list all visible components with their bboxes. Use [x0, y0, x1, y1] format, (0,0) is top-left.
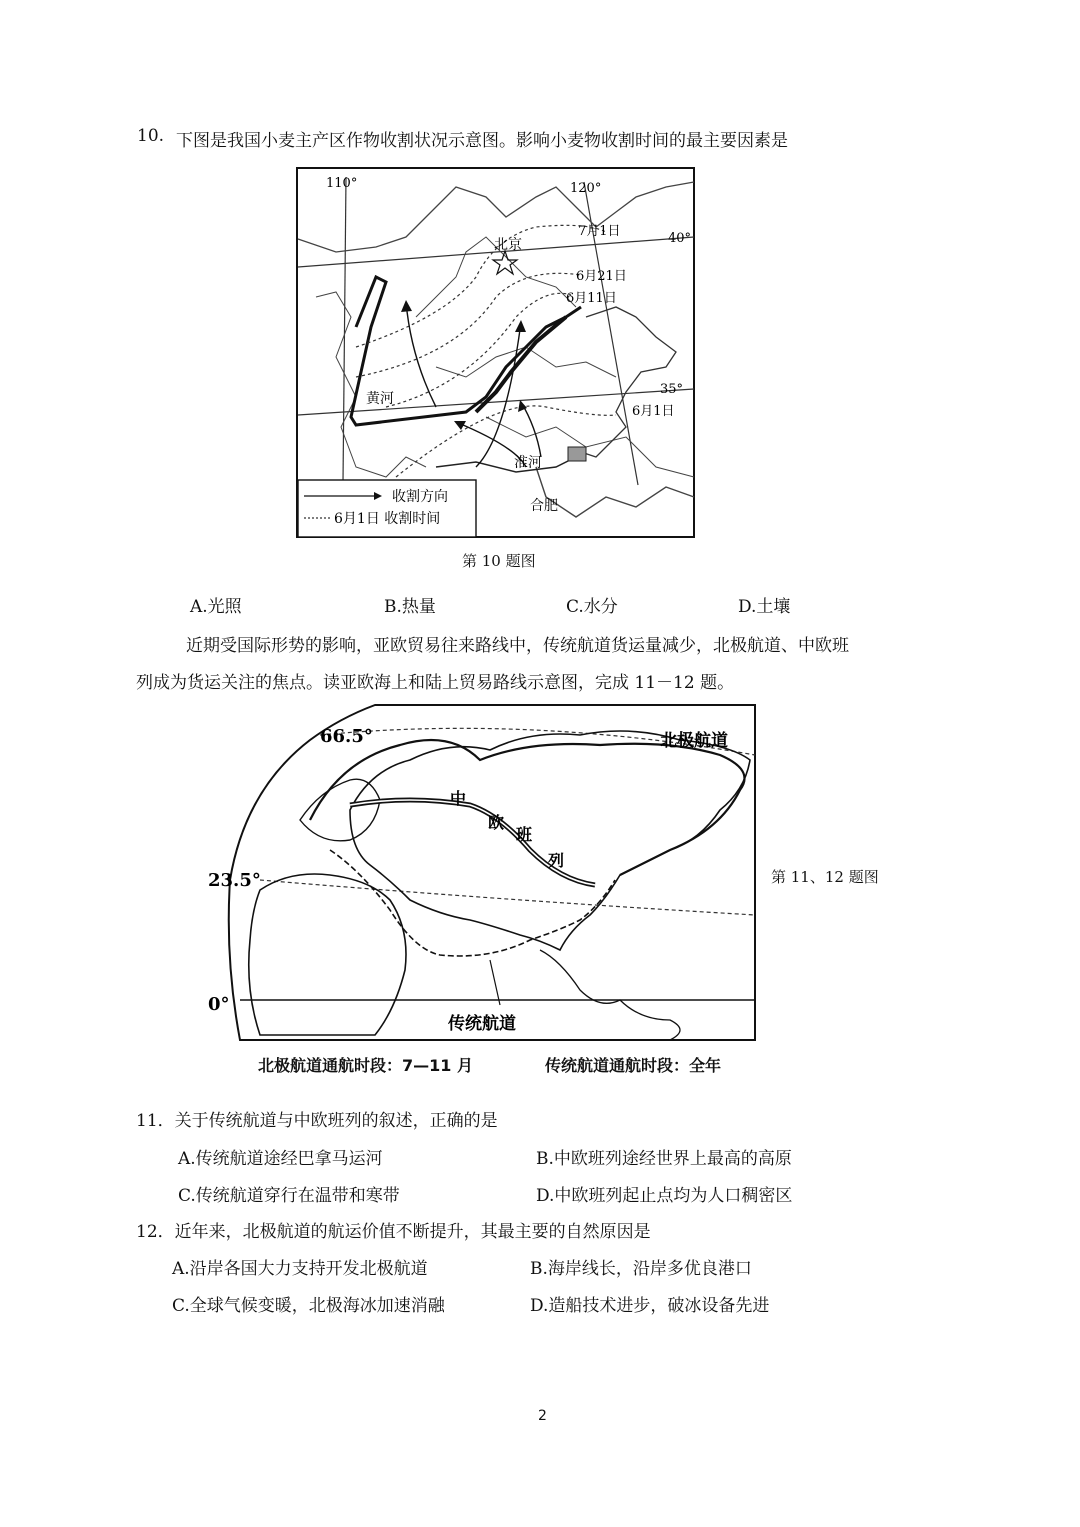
page-number: 2 [538, 1408, 547, 1424]
q12-option-d[interactable]: D.造船技术进步，破冰设备先进 [530, 1296, 770, 1316]
q11-stem: 11．关于传统航道与中欧班列的叙述，正确的是 [136, 1111, 498, 1131]
q10-option-a[interactable]: A.光照 [190, 597, 242, 617]
q12-option-c[interactable]: C.全球气候变暖，北极海冰加速消融 [172, 1296, 445, 1316]
legend-time: 6月1日 收割时间 [334, 511, 441, 527]
label-huaihe: 淮河 [514, 455, 542, 471]
label-traditional-route: 传统航道 [448, 1014, 516, 1034]
q10-option-b[interactable]: B.热量 [384, 597, 436, 617]
label-lie: 列 [548, 851, 565, 870]
label-0: 0° [208, 994, 230, 1015]
q12-stem: 12．近年来，北极航道的航运价值不断提升，其最主要的自然原因是 [136, 1222, 651, 1242]
label-40: 40° [668, 231, 692, 246]
q12-option-b[interactable]: B.海岸线长，沿岸多优良港口 [530, 1259, 752, 1279]
q11-option-a[interactable]: A.传统航道途经巴拿马运河 [178, 1149, 383, 1169]
q11-option-c[interactable]: C.传统航道穿行在温带和寒带 [178, 1186, 400, 1206]
q12-option-a[interactable]: A.沿岸各国大力支持开发北极航道 [172, 1259, 428, 1279]
label-ban: 班 [516, 825, 533, 844]
label-110: 110° [326, 176, 358, 191]
label-zhong: 中 [450, 789, 467, 808]
legend-direction: 收割方向 [392, 489, 448, 505]
lake-chaohu [568, 447, 586, 461]
q11-option-b[interactable]: B.中欧班列途经世界上最高的高原 [536, 1149, 792, 1169]
label-ou: 欧 [488, 813, 505, 832]
label-jul1: 7月1日 [578, 224, 621, 239]
q10-caption: 第 10 题图 [462, 552, 536, 570]
label-arctic-route: 北极航道 [660, 731, 728, 751]
label-beijing: 北京 [494, 237, 522, 253]
wheat-harvest-map [296, 167, 696, 539]
label-35: 35° [660, 382, 684, 397]
label-jun1: 6月1日 [632, 404, 675, 419]
label-huanghe: 黄河 [366, 391, 394, 407]
q10-option-d[interactable]: D.土壤 [738, 597, 791, 617]
map2-caption: 第 11、12 题图 [771, 868, 879, 886]
q10-number: 10. [137, 126, 165, 146]
label-66-5: 66.5° [320, 726, 373, 747]
traditional-period: 传统航道通航时段：全年 [545, 1056, 722, 1075]
arctic-period: 北极航道通航时段：7—11 月 [258, 1056, 473, 1075]
eurasia-route-map [200, 700, 760, 1045]
label-120: 120° [570, 181, 602, 196]
map1-legend [298, 480, 476, 537]
passage-line1: 近期受国际形势的影响，亚欧贸易往来路线中，传统航道货运量减少，北极航道、中欧班 [186, 636, 849, 656]
passage-line2: 列成为货运关注的焦点。读亚欧海上和陆上贸易路线示意图，完成 11－12 题。 [136, 673, 735, 693]
label-23-5: 23.5° [208, 870, 261, 891]
q10-option-c[interactable]: C.水分 [566, 597, 618, 617]
label-jun21: 6月21日 [576, 269, 627, 284]
q11-option-d[interactable]: D.中欧班列起止点均为人口稠密区 [536, 1186, 793, 1206]
label-hefei: 合肥 [530, 498, 558, 514]
label-jun11: 6月11日 [566, 291, 617, 306]
q10-stem: 下图是我国小麦主产区作物收割状况示意图。影响小麦物收割时间的最主要因素是 [176, 131, 788, 151]
